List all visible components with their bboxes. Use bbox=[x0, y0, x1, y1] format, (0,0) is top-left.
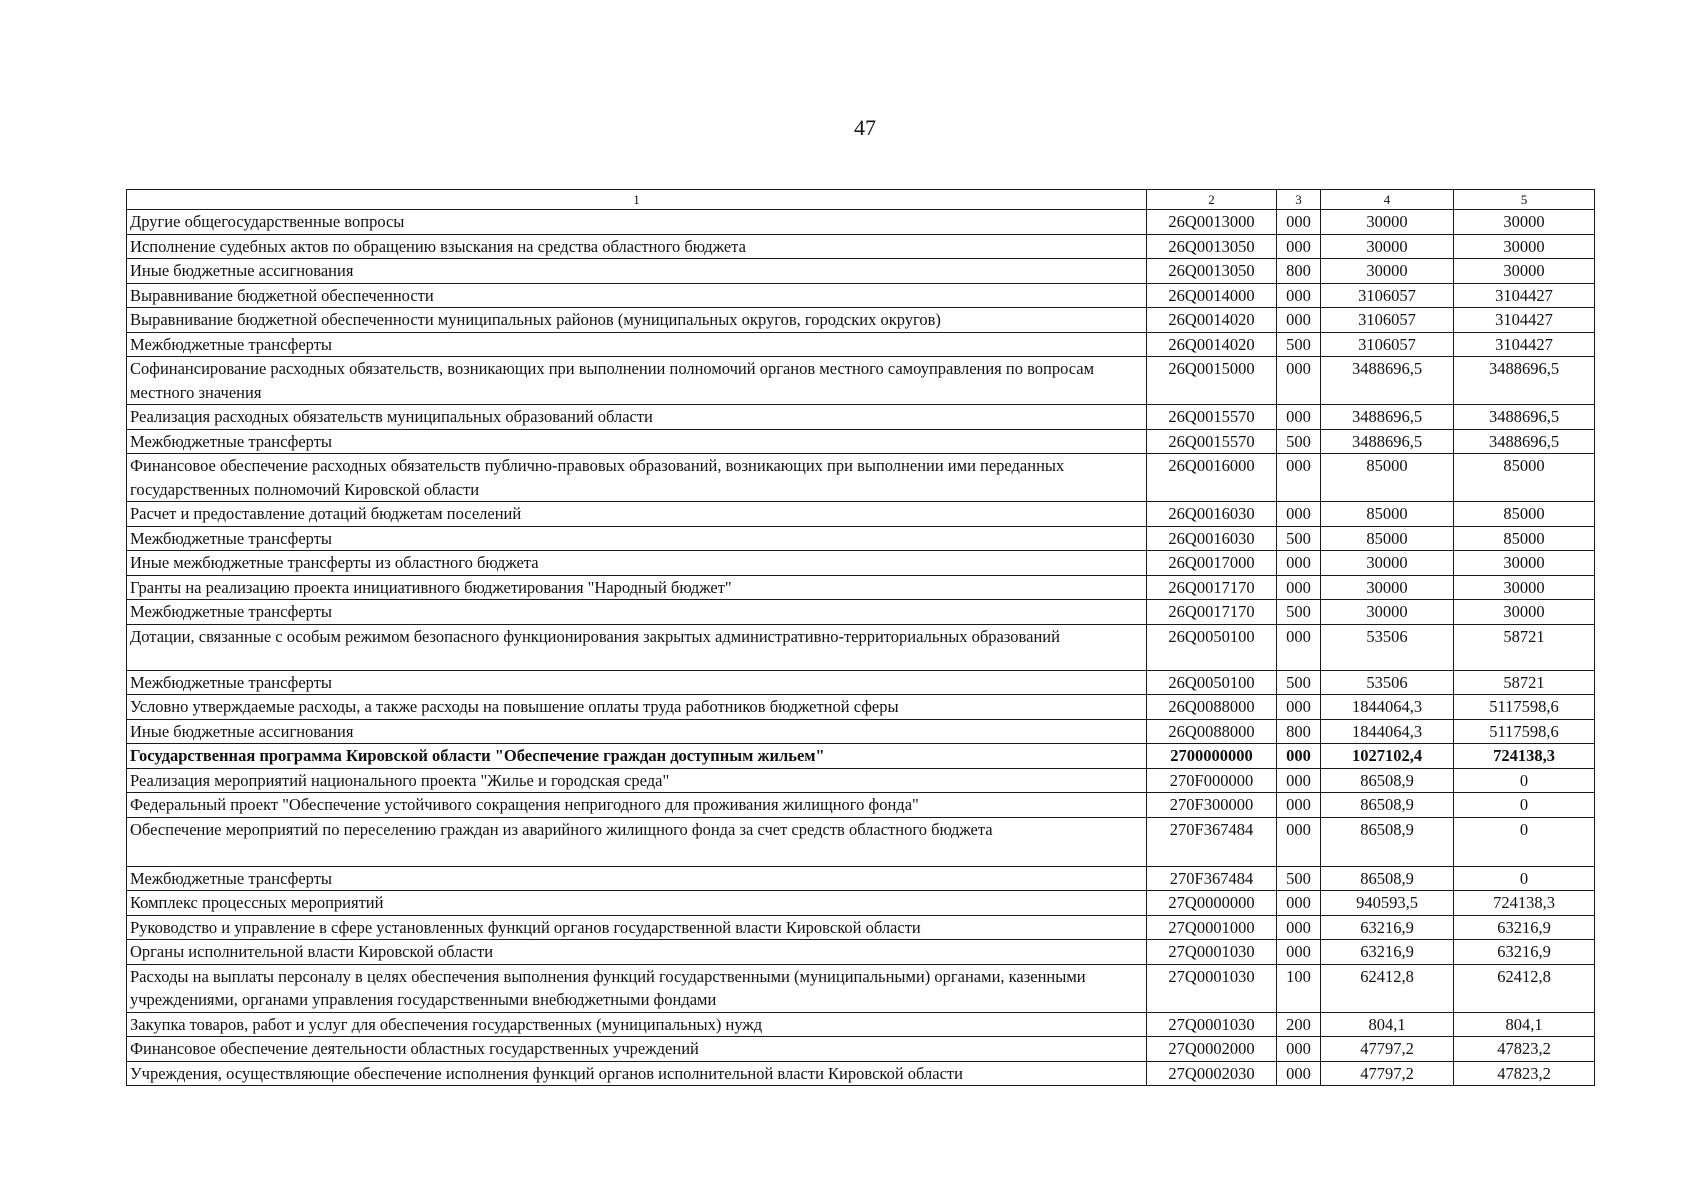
row-value-1: 85000 bbox=[1321, 454, 1454, 502]
row-expense-type: 000 bbox=[1277, 768, 1321, 793]
row-value-1: 86508,9 bbox=[1321, 817, 1454, 866]
row-code: 26Q0013000 bbox=[1147, 210, 1277, 235]
row-value-1: 1027102,4 bbox=[1321, 744, 1454, 769]
row-expense-type: 800 bbox=[1277, 259, 1321, 284]
row-value-2: 5117598,6 bbox=[1454, 719, 1595, 744]
row-name: Комплекс процессных мероприятий bbox=[127, 891, 1147, 916]
header-cell-type: 3 bbox=[1277, 190, 1321, 210]
row-value-1: 30000 bbox=[1321, 600, 1454, 625]
row-value-2: 62412,8 bbox=[1454, 964, 1595, 1012]
row-value-2: 30000 bbox=[1454, 210, 1595, 235]
row-name: Межбюджетные трансферты bbox=[127, 670, 1147, 695]
row-code: 27Q0001030 bbox=[1147, 964, 1277, 1012]
row-expense-type: 000 bbox=[1277, 210, 1321, 235]
table-row bbox=[127, 210, 1595, 235]
row-value-1: 47797,2 bbox=[1321, 1037, 1454, 1062]
row-name: Иные бюджетные ассигнования bbox=[127, 259, 1147, 284]
row-value-2: 724138,3 bbox=[1454, 891, 1595, 916]
row-code: 270F000000 bbox=[1147, 768, 1277, 793]
table-row bbox=[127, 502, 1595, 527]
row-code: 26Q0015000 bbox=[1147, 357, 1277, 405]
row-value-2: 58721 bbox=[1454, 624, 1595, 670]
row-value-1: 47797,2 bbox=[1321, 1061, 1454, 1086]
row-name: Другие общегосударственные вопросы bbox=[127, 210, 1147, 235]
row-value-1: 30000 bbox=[1321, 551, 1454, 576]
row-name: Расходы на выплаты персоналу в целях обеспечения выполнения функций государственными (муниципальными) органами, казенными учреждениями, органами управления государственными внебюджетными фондами bbox=[127, 964, 1147, 1012]
row-value-2: 0 bbox=[1454, 768, 1595, 793]
table-row bbox=[127, 526, 1595, 551]
row-name: Межбюджетные трансферты bbox=[127, 866, 1147, 891]
table-row bbox=[127, 259, 1595, 284]
table-row bbox=[127, 793, 1595, 818]
row-code: 270F367484 bbox=[1147, 866, 1277, 891]
row-value-2: 30000 bbox=[1454, 234, 1595, 259]
table-row bbox=[127, 429, 1595, 454]
row-name: Федеральный проект "Обеспечение устойчивого сокращения непригодного для проживания жилищного фонда" bbox=[127, 793, 1147, 818]
row-value-1: 30000 bbox=[1321, 210, 1454, 235]
table-row bbox=[127, 332, 1595, 357]
row-code: 26Q0014000 bbox=[1147, 283, 1277, 308]
row-name: Межбюджетные трансферты bbox=[127, 526, 1147, 551]
row-value-2: 63216,9 bbox=[1454, 915, 1595, 940]
row-name: Иные межбюджетные трансферты из областного бюджета bbox=[127, 551, 1147, 576]
row-name: Финансовое обеспечение расходных обязательств публично-правовых образований, возникающих при выполнении ими переданных государственных полномочий Кировской области bbox=[127, 454, 1147, 502]
header-cell-value-1: 4 bbox=[1321, 190, 1454, 210]
table-row bbox=[127, 1037, 1595, 1062]
row-expense-type: 000 bbox=[1277, 940, 1321, 965]
table-row bbox=[127, 624, 1595, 670]
row-expense-type: 000 bbox=[1277, 817, 1321, 866]
row-code: 26Q0088000 bbox=[1147, 719, 1277, 744]
row-name: Закупка товаров, работ и услуг для обеспечения государственных (муниципальных) нужд bbox=[127, 1012, 1147, 1037]
header-cell-name: 1 bbox=[127, 190, 1147, 210]
row-value-2: 0 bbox=[1454, 817, 1595, 866]
row-code: 270F367484 bbox=[1147, 817, 1277, 866]
row-value-2: 724138,3 bbox=[1454, 744, 1595, 769]
row-code: 26Q0088000 bbox=[1147, 695, 1277, 720]
row-value-2: 30000 bbox=[1454, 259, 1595, 284]
table-row bbox=[127, 1012, 1595, 1037]
row-expense-type: 500 bbox=[1277, 600, 1321, 625]
row-name: Учреждения, осуществляющие обеспечение исполнения функций органов исполнительной власти Кировской области bbox=[127, 1061, 1147, 1086]
row-value-1: 85000 bbox=[1321, 526, 1454, 551]
row-name: Иные бюджетные ассигнования bbox=[127, 719, 1147, 744]
row-code: 26Q0016030 bbox=[1147, 526, 1277, 551]
row-name: Выравнивание бюджетной обеспеченности муниципальных районов (муниципальных округов, городских округов) bbox=[127, 308, 1147, 333]
row-name: Финансовое обеспечение деятельности областных государственных учреждений bbox=[127, 1037, 1147, 1062]
row-expense-type: 000 bbox=[1277, 744, 1321, 769]
row-name: Руководство и управление в сфере установленных функций органов государственной власти Кировской области bbox=[127, 915, 1147, 940]
row-value-1: 30000 bbox=[1321, 575, 1454, 600]
row-name: Межбюджетные трансферты bbox=[127, 600, 1147, 625]
row-name: Государственная программа Кировской области "Обеспечение граждан доступным жильем" bbox=[127, 744, 1147, 769]
row-value-2: 30000 bbox=[1454, 600, 1595, 625]
row-code: 27Q0001030 bbox=[1147, 940, 1277, 965]
row-value-1: 62412,8 bbox=[1321, 964, 1454, 1012]
row-code: 26Q0015570 bbox=[1147, 429, 1277, 454]
row-name: Реализация расходных обязательств муниципальных образований области bbox=[127, 405, 1147, 430]
table-row bbox=[127, 283, 1595, 308]
table-row bbox=[127, 454, 1595, 502]
row-code: 26Q0016000 bbox=[1147, 454, 1277, 502]
table-row bbox=[127, 940, 1595, 965]
row-code: 26Q0014020 bbox=[1147, 332, 1277, 357]
row-value-2: 47823,2 bbox=[1454, 1037, 1595, 1062]
row-expense-type: 800 bbox=[1277, 719, 1321, 744]
row-value-2: 30000 bbox=[1454, 551, 1595, 576]
row-value-1: 940593,5 bbox=[1321, 891, 1454, 916]
row-expense-type: 100 bbox=[1277, 964, 1321, 1012]
table-row bbox=[127, 866, 1595, 891]
row-expense-type: 000 bbox=[1277, 915, 1321, 940]
row-code: 26Q0014020 bbox=[1147, 308, 1277, 333]
row-expense-type: 500 bbox=[1277, 526, 1321, 551]
page-number: 47 bbox=[854, 115, 876, 140]
row-code: 26Q0050100 bbox=[1147, 670, 1277, 695]
row-name: Дотации, связанные с особым режимом безопасного функционирования закрытых административно-территориальных образований bbox=[127, 624, 1147, 670]
row-value-1: 53506 bbox=[1321, 670, 1454, 695]
table-row bbox=[127, 744, 1595, 769]
row-expense-type: 000 bbox=[1277, 405, 1321, 430]
row-name: Выравнивание бюджетной обеспеченности bbox=[127, 283, 1147, 308]
row-code: 27Q0000000 bbox=[1147, 891, 1277, 916]
row-name: Гранты на реализацию проекта инициативного бюджетирования "Народный бюджет" bbox=[127, 575, 1147, 600]
row-code: 26Q0013050 bbox=[1147, 259, 1277, 284]
row-value-1: 53506 bbox=[1321, 624, 1454, 670]
row-code: 26Q0013050 bbox=[1147, 234, 1277, 259]
row-name: Межбюджетные трансферты bbox=[127, 332, 1147, 357]
row-code: 270F300000 bbox=[1147, 793, 1277, 818]
row-expense-type: 000 bbox=[1277, 357, 1321, 405]
row-value-2: 3488696,5 bbox=[1454, 357, 1595, 405]
row-expense-type: 000 bbox=[1277, 551, 1321, 576]
table-body bbox=[127, 210, 1595, 1086]
row-value-1: 3106057 bbox=[1321, 308, 1454, 333]
row-value-1: 63216,9 bbox=[1321, 940, 1454, 965]
row-expense-type: 000 bbox=[1277, 1061, 1321, 1086]
row-expense-type: 000 bbox=[1277, 283, 1321, 308]
row-value-2: 5117598,6 bbox=[1454, 695, 1595, 720]
row-expense-type: 500 bbox=[1277, 670, 1321, 695]
row-code: 2700000000 bbox=[1147, 744, 1277, 769]
row-name: Расчет и предоставление дотаций бюджетам поселений bbox=[127, 502, 1147, 527]
row-value-2: 47823,2 bbox=[1454, 1061, 1595, 1086]
row-value-2: 85000 bbox=[1454, 502, 1595, 527]
row-expense-type: 000 bbox=[1277, 308, 1321, 333]
row-expense-type: 000 bbox=[1277, 624, 1321, 670]
row-value-2: 3104427 bbox=[1454, 308, 1595, 333]
header-row bbox=[127, 190, 1595, 210]
budget-table bbox=[126, 189, 1595, 1086]
row-code: 26Q0017000 bbox=[1147, 551, 1277, 576]
row-value-2: 3104427 bbox=[1454, 283, 1595, 308]
table-row bbox=[127, 551, 1595, 576]
row-value-1: 85000 bbox=[1321, 502, 1454, 527]
header-cell-value-2: 5 bbox=[1454, 190, 1595, 210]
row-expense-type: 000 bbox=[1277, 502, 1321, 527]
row-value-1: 3106057 bbox=[1321, 283, 1454, 308]
row-code: 26Q0017170 bbox=[1147, 600, 1277, 625]
table-row bbox=[127, 234, 1595, 259]
row-expense-type: 200 bbox=[1277, 1012, 1321, 1037]
row-value-1: 804,1 bbox=[1321, 1012, 1454, 1037]
row-code: 27Q0002030 bbox=[1147, 1061, 1277, 1086]
table-row bbox=[127, 1061, 1595, 1086]
row-name: Обеспечение мероприятий по переселению граждан из аварийного жилищного фонда за счет средств областного бюджета bbox=[127, 817, 1147, 866]
row-expense-type: 500 bbox=[1277, 429, 1321, 454]
table-row bbox=[127, 891, 1595, 916]
row-value-1: 86508,9 bbox=[1321, 768, 1454, 793]
table-row bbox=[127, 670, 1595, 695]
table-row bbox=[127, 964, 1595, 1012]
row-value-1: 1844064,3 bbox=[1321, 695, 1454, 720]
row-expense-type: 000 bbox=[1277, 891, 1321, 916]
row-expense-type: 000 bbox=[1277, 234, 1321, 259]
table-row bbox=[127, 575, 1595, 600]
row-name: Межбюджетные трансферты bbox=[127, 429, 1147, 454]
row-name: Органы исполнительной власти Кировской области bbox=[127, 940, 1147, 965]
row-value-1: 30000 bbox=[1321, 259, 1454, 284]
row-value-1: 86508,9 bbox=[1321, 793, 1454, 818]
row-value-2: 3488696,5 bbox=[1454, 405, 1595, 430]
table-row bbox=[127, 357, 1595, 405]
row-value-1: 3106057 bbox=[1321, 332, 1454, 357]
table-row bbox=[127, 719, 1595, 744]
row-value-2: 58721 bbox=[1454, 670, 1595, 695]
row-value-1: 30000 bbox=[1321, 234, 1454, 259]
row-value-1: 63216,9 bbox=[1321, 915, 1454, 940]
row-value-2: 0 bbox=[1454, 866, 1595, 891]
row-value-2: 63216,9 bbox=[1454, 940, 1595, 965]
row-name: Исполнение судебных актов по обращению взыскания на средства областного бюджета bbox=[127, 234, 1147, 259]
table-row bbox=[127, 308, 1595, 333]
row-expense-type: 500 bbox=[1277, 866, 1321, 891]
row-expense-type: 000 bbox=[1277, 454, 1321, 502]
table-row bbox=[127, 695, 1595, 720]
row-value-2: 85000 bbox=[1454, 526, 1595, 551]
row-value-2: 85000 bbox=[1454, 454, 1595, 502]
row-value-2: 0 bbox=[1454, 793, 1595, 818]
table-row bbox=[127, 405, 1595, 430]
row-code: 27Q0001000 bbox=[1147, 915, 1277, 940]
row-value-2: 30000 bbox=[1454, 575, 1595, 600]
table-row bbox=[127, 600, 1595, 625]
row-code: 26Q0017170 bbox=[1147, 575, 1277, 600]
row-value-2: 3488696,5 bbox=[1454, 429, 1595, 454]
row-code: 27Q0002000 bbox=[1147, 1037, 1277, 1062]
row-value-2: 3104427 bbox=[1454, 332, 1595, 357]
row-value-1: 3488696,5 bbox=[1321, 429, 1454, 454]
row-expense-type: 000 bbox=[1277, 575, 1321, 600]
row-code: 26Q0015570 bbox=[1147, 405, 1277, 430]
row-code: 27Q0001030 bbox=[1147, 1012, 1277, 1037]
row-expense-type: 500 bbox=[1277, 332, 1321, 357]
row-code: 26Q0050100 bbox=[1147, 624, 1277, 670]
header-cell-code: 2 bbox=[1147, 190, 1277, 210]
row-value-2: 804,1 bbox=[1454, 1012, 1595, 1037]
table-row bbox=[127, 768, 1595, 793]
row-code: 26Q0016030 bbox=[1147, 502, 1277, 527]
row-value-1: 86508,9 bbox=[1321, 866, 1454, 891]
row-value-1: 3488696,5 bbox=[1321, 357, 1454, 405]
row-value-1: 1844064,3 bbox=[1321, 719, 1454, 744]
row-expense-type: 000 bbox=[1277, 695, 1321, 720]
row-name: Условно утверждаемые расходы, а также расходы на повышение оплаты труда работников бюджетной сферы bbox=[127, 695, 1147, 720]
row-value-1: 3488696,5 bbox=[1321, 405, 1454, 430]
table-row bbox=[127, 915, 1595, 940]
table-row bbox=[127, 817, 1595, 866]
row-expense-type: 000 bbox=[1277, 1037, 1321, 1062]
row-expense-type: 000 bbox=[1277, 793, 1321, 818]
row-name: Реализация мероприятий национального проекта "Жилье и городская среда" bbox=[127, 768, 1147, 793]
row-name: Софинансирование расходных обязательств, возникающих при выполнении полномочий органов местного самоуправления по вопросам местного значения bbox=[127, 357, 1147, 405]
